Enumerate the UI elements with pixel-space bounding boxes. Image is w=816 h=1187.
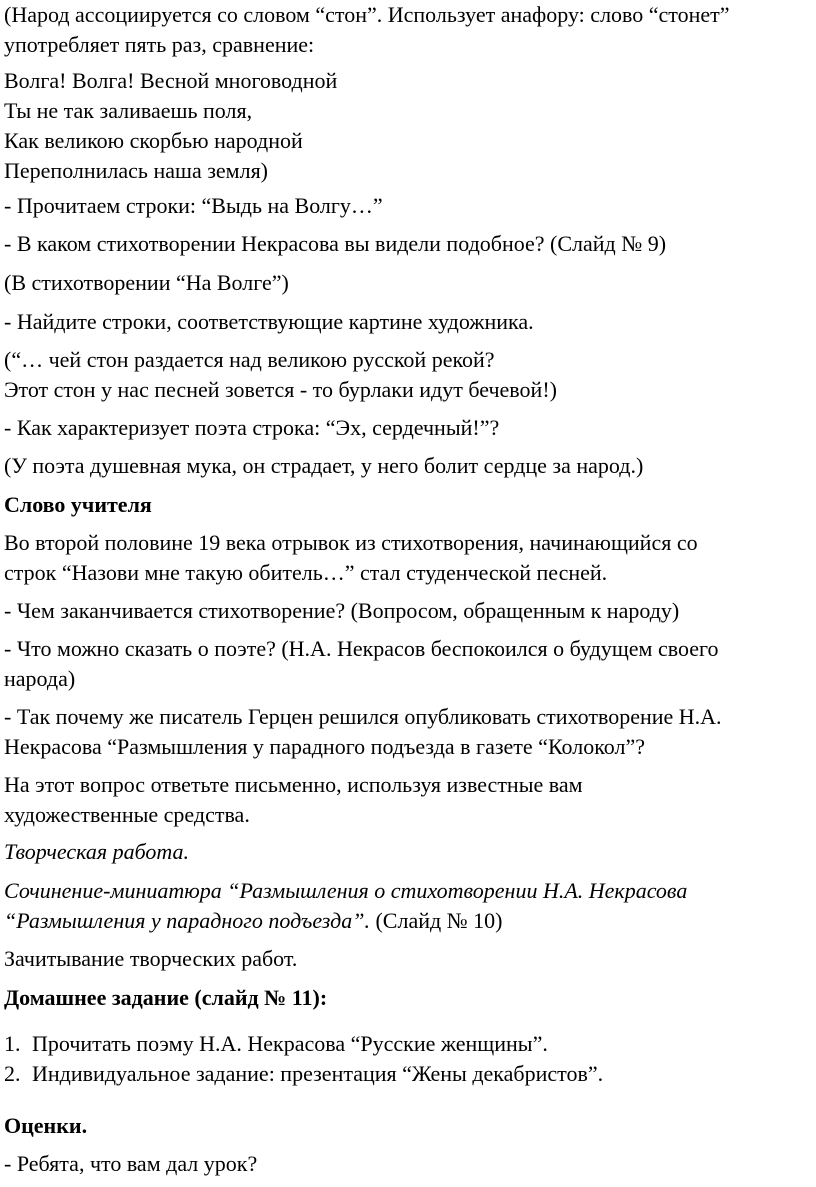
quote-burlaki: [4, 345, 557, 405]
text-line: Этот стон у нас песней зовется - то бурлаки идут бечевой!): [4, 377, 557, 402]
italic-line: “Размышления у парадного подъезда”.: [4, 908, 370, 933]
list-item-text: Прочитать поэму Н.А. Некрасова “Русские женщины”.: [32, 1031, 548, 1056]
text-line: - В каком стихотворении Некрасова вы видели подобное? (Слайд № 9): [4, 231, 667, 256]
poem-line: Ты не так заливаешь поля,: [4, 98, 253, 123]
list-number: 1.: [4, 1031, 21, 1056]
question-herzen: [4, 702, 722, 762]
heading-teacher-word: [4, 490, 152, 520]
heading-homework: [4, 983, 327, 1013]
paragraph-reading-works: [4, 944, 297, 974]
text-line: Некрасова “Размышления у парадного подъезда в газете “Колокол”?: [4, 734, 645, 759]
paragraph-mini-essay: [4, 876, 687, 936]
text-line: - Что можно сказать о поэте? (Н.А. Некрасов беспокоился о будущем своего: [4, 636, 719, 661]
text-line: художественные средства.: [4, 802, 250, 827]
text-line: На этот вопрос ответьте письменно, используя известные вам: [4, 772, 583, 797]
text-line: (У поэта душевная мука, он страдает, у него болит сердце за народ.): [4, 453, 644, 478]
text-line: (“… чей стон раздается над великою русской рекой?: [4, 347, 495, 372]
poem-quote-volga: [4, 66, 337, 186]
list-number: 2.: [4, 1061, 21, 1086]
question-lesson-value: [4, 1149, 257, 1179]
text-line: Во второй половине 19 века отрывок из стихотворения, начинающийся со: [4, 530, 698, 555]
italic-line: Сочинение-миниатюра “Размышления о стихотворении Н.А. Некрасова: [4, 878, 688, 903]
text-line: - Как характеризует поэта строка: “Эх, сердечный!”?: [4, 415, 500, 440]
question-which-poem: [4, 229, 666, 259]
heading-text: Слово учителя: [4, 492, 152, 517]
question-poem-ending: [4, 596, 679, 626]
slide-reference: (Слайд № 10): [369, 908, 503, 933]
heading-creative-work: [4, 837, 189, 867]
task-find-lines: [4, 307, 534, 337]
text-line: употребляет пять раз, сравнение:: [4, 32, 315, 57]
text-line: - Ребята, что вам дал урок?: [4, 1151, 258, 1176]
list-item-text: Индивидуальное задание: презентация “Жены декабристов”.: [32, 1061, 604, 1086]
question-about-poet: [4, 634, 718, 694]
poem-line: Волга! Волга! Весной многоводной: [4, 68, 338, 93]
list-item: [4, 1059, 603, 1089]
answer-poet-suffers: [4, 451, 643, 481]
question-characterize-poet: [4, 413, 499, 443]
task-written-answer: [4, 770, 583, 830]
poem-line: Переполнилась наша земля): [4, 158, 269, 183]
text-line: народа): [4, 666, 76, 691]
heading-text: Домашнее задание (слайд № 11):: [4, 985, 328, 1010]
paragraph-stone-association: [4, 0, 730, 60]
text-line: - Прочитаем строки: “Выдь на Волгу…”: [4, 193, 383, 218]
question-read-lines: [4, 191, 383, 221]
text-line: - Найдите строки, соответствующие картине художника.: [4, 309, 534, 334]
list-item: [4, 1029, 603, 1059]
text-line: - Так почему же писатель Герцен решился опубликовать стихотворение Н.А.: [4, 704, 722, 729]
text-line: Зачитывание творческих работ.: [4, 946, 298, 971]
homework-list: [4, 1029, 603, 1089]
heading-grades: [4, 1111, 87, 1141]
text-line: (Народ ассоциируется со словом “стон”. Использует анафору: слово “стонет”: [4, 2, 730, 27]
heading-text: Творческая работа.: [4, 839, 190, 864]
answer-on-volga: [4, 268, 289, 298]
poem-line: Как великою скорбью народной: [4, 128, 303, 153]
text-line: строк “Назови мне такую обитель…” стал студенческой песней.: [4, 560, 608, 585]
text-line: (В стихотворении “На Волге”): [4, 270, 289, 295]
heading-text: Оценки.: [4, 1113, 88, 1138]
text-line: - Чем заканчивается стихотворение? (Вопросом, обращенным к народу): [4, 598, 680, 623]
paragraph-student-song: [4, 528, 698, 588]
